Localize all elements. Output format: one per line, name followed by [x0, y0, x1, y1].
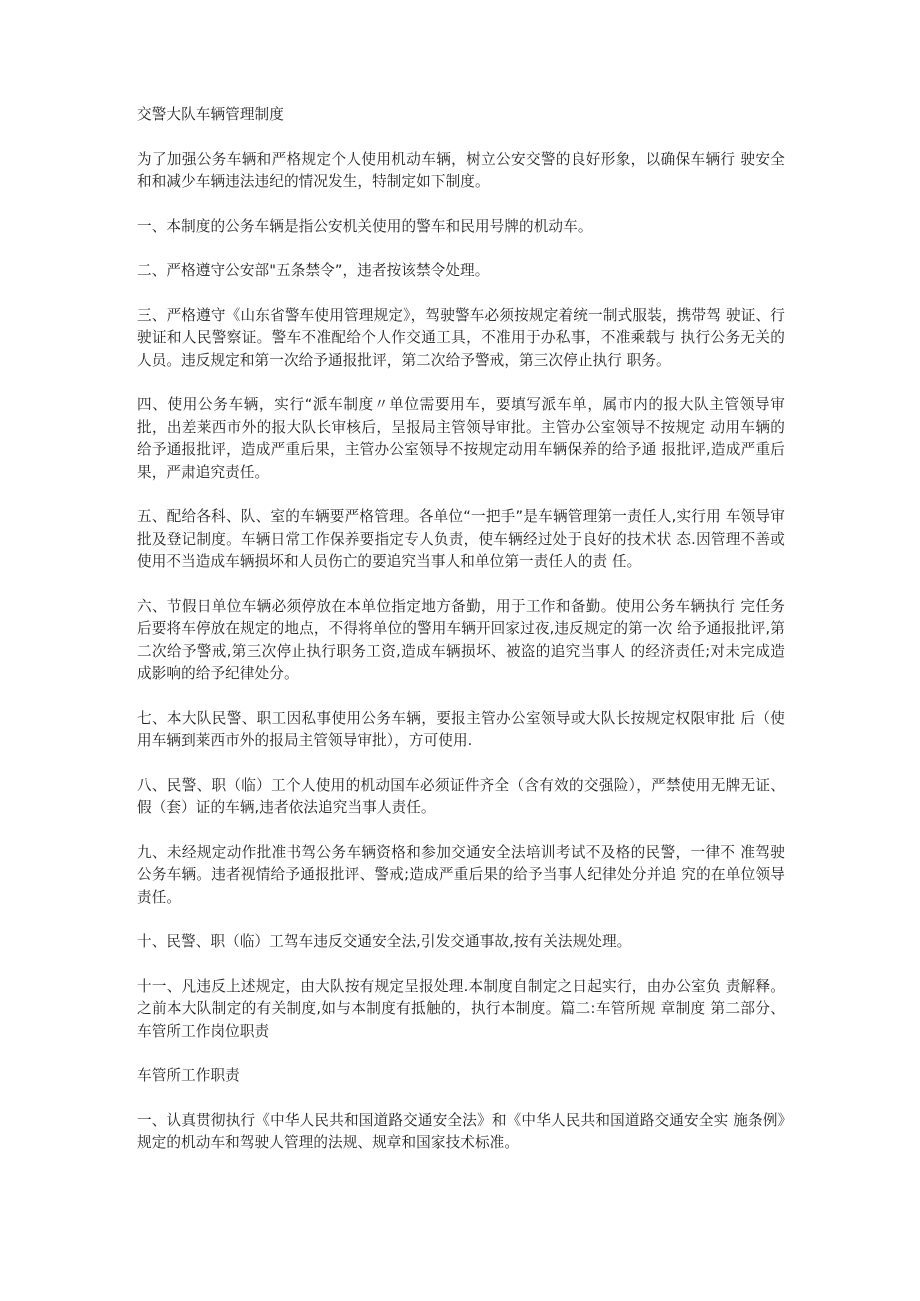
rule-paragraph-8: 八、民警、职（临）工个人使用的机动国车必须证件齐全（含有效的交强险），严禁使用无牌无证、假（套）证的车辆,违者依法追究当事人责任。 [137, 776, 785, 816]
rule-paragraph-4: 四、使用公务车辆，实行“派车制度〃单位需要用车，要填写派车单，属市内的报大队主管领导审批，出差莱西市外的报大队长审核后，呈报局主管领导审批。主管办公室领导不按规定 动用车辆的给予通报批评，造成严重后果，主管办公室领导不按规定动用车辆保养的给予通 报批评,造成严重后果，严肃追究责任。 [137, 396, 785, 481]
rule-paragraph-10: 十、民警、职（临）工驾车违反交通安全法,引发交通事故,按有关法规处理。 [137, 933, 632, 950]
section-title: 车管所工作职责 [137, 1067, 240, 1084]
rule-paragraph-11: 十一、凡违反上述规定，由大队按有规定呈报处理.本制度自制定之日起实行，由办公室负 责解释。之前本大队制定的有关制度,如与本制度有抵触的，执行本制度。篇二:车管所规 章制度 第二部分、车管所工作岗位职责 [137, 977, 785, 1040]
rule-paragraph-1: 一、本制度的公务车辆是指公安机关使用的警车和民用号牌的机动车。 [137, 217, 593, 235]
document-page [137, 104, 785, 1177]
document-title: 交警大队车辆管理制度 [137, 106, 284, 123]
section-paragraph-1: 一、认真贯彻执行《中华人民共和国道路交通安全法》和《中华人民共和国道路交通安全实 施条例》规定的机动车和驾驶人管理的法规、规章和国家技术标准。 [137, 1111, 785, 1151]
rule-paragraph-7: 七、本大队民警、职工因私事使用公务车辆，要报主管办公室领导或大队长按规定权限审批 后（使用车辆到莱西市外的报局主管领导审批），方可使用. [137, 709, 785, 749]
rule-paragraph-5: 五、配给各科、队、室的车辆要严格管理。各单位“一把手”是车辆管理第一责任人,实行用 车领导审批及登记制度。车辆日常工作保养要指定专人负责，使车辆经过处于良好的技术状 态.因管理不善或使用不当造成车辆损坏和人员伤亡的要追究当事人和单位第一责任人的责 任。 [137, 508, 785, 570]
rule-paragraph-2: 二、严格遵守公安部"五条禁令”，违者按该禁令处理。 [137, 262, 490, 279]
rule-paragraph-9: 九、未经规定动作批准书驾公务车辆资格和参加交通安全法培训考试不及格的民警，一律不 准驾驶公务车辆。违者视情给予通报批评、警戒;造成严重后果的给予当事人纪律处分并追 究的在单位领导责任。 [137, 843, 785, 906]
intro-paragraph: 为了加强公务车辆和严格规定个人使用机动车辆，树立公安交警的良好形象，以确保车辆行 驶安全和和减少车辆违法违纪的情况发生，特制定如下制度。 [137, 150, 785, 190]
rule-paragraph-6: 六、节假日单位车辆必须停放在本单位指定地方备勤，用于工作和备勤。使用公务车辆执行 完任务后要将车停放在规定的地点，不得将单位的警用车辆开回家过夜,违反规定的第一次 给予通报批评,第二次给予警戒,第三次停止执行职务工资,造成车辆损坏、被盗的追究当事人 的经济责任;对未完成造成影响的给予纪律处分。 [137, 597, 785, 682]
rule-paragraph-3: 三、严格遵守《山东省警车使用管理规定》，驾驶警车必须按规定着统一制式服装，携带驾 驶证、行驶证和人民警察证。警车不准配给个人作交通工具，不准用于办私事，不准乘载与 执行公务无关的人员。违反规定和第一次给予通报批评，第二次给予警戒，第三次停止执行 职务。 [137, 306, 785, 369]
